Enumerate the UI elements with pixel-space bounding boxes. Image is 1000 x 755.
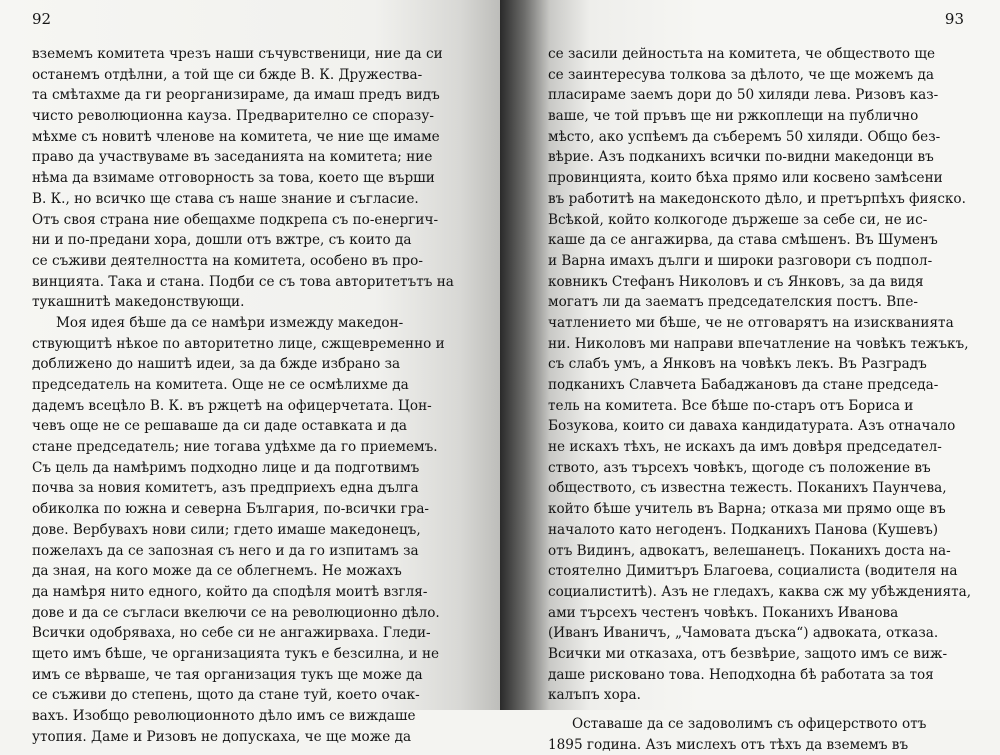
text-line: та смѣтахме да ги реорганизираме, да имаш предъ видъ [32,87,440,104]
text-line: даше рисковано това. Неподходна бѣ работата за тоя [548,666,934,683]
text-line: мѣсто, ако успѣемъ да съберемъ 50 хиляди. Общо без- [548,128,941,145]
text-line: Всѣкой, който колкогоде държеше за себе си, не ис- [548,211,928,228]
text-line: каше да се ангажирва, да става смѣшенъ. Въ Шуменъ [548,232,938,249]
text-line: стоятелно Димитъръ Благоева, социалиста (водителя на [548,563,958,580]
text-line: калъпъ хора. [548,687,641,704]
text-line: тукашнитѣ македонствующи. [32,294,245,311]
left-page [0,0,500,745]
text-line: чатлението ми бѣше, че не отговарятъ на изискванията [548,314,954,331]
text-line: отъ Видинъ, адвокатъ, велешанецъ. Поканихъ доста на- [548,542,951,559]
text-line: ни и по-предани хора, дошли отъ вжтре, съ които да [32,232,412,249]
right-page-text [548,44,978,755]
text-line: вѣрие. Азъ подканихъ всички по-видни македонци въ [548,149,934,166]
right-page-number: 93 [944,10,964,28]
text-line: социалиститѣ). Азъ не гледахъ, каква сж му убѣжденията, [548,583,972,600]
text-line: въ работитѣ на македонското дѣло, и претърпѣхъ фияско. [548,190,966,207]
text-line: дове. Вербувахъ нови сили; гдето имаше македонецъ, [32,521,421,538]
text-line: се съживи до степень, щото да стане туй, което очак- [32,687,420,704]
text-line: Оставаше да се задоволимъ съ офицерството отъ [572,716,927,732]
right-page [500,0,1000,753]
text-line: Бозукова, които си даваха кандидатурата. Азъ отначало [548,418,956,435]
text-line: ствующитѣ нѣкое по авторитетно лице, сжщевременно и [32,335,445,352]
text-line: утопия. Даме и Ризовъ не допускаха, че ще може да [32,728,412,745]
text-line: подканихъ Славчета Бабаджановъ да стане председа- [548,377,939,393]
text-line: (Иванъ Иваничъ, „Чамовата дъска“) адвоката, отказа. [548,625,939,642]
text-line: вземемъ комитета чрезъ наши съчувственици, ние да си [32,46,443,62]
text-line: стане председатель; ние тогава удѣхме да го приемемъ. [32,439,438,456]
text-line: имъ се вѣрваше, че тая организация тукъ ще може да [32,666,423,683]
text-line: ството, азъ търсехъ човѣкъ, щогоде съ положение въ [548,459,931,476]
text-line: и Варна имахъ дълги и широки разговори съ подпол- [548,252,933,269]
text-line: Моя идея бѣше да се намѣри измежду македон- [56,314,404,331]
left-page-text [32,44,457,747]
text-line: ковникъ Стефанъ Николовъ и съ Янковъ, за да видя [548,273,924,290]
text-line: провинцията, които бѣха прямо или косвено замѣсени [548,170,943,187]
left-page-number: 92 [32,10,52,28]
text-line: щето имъ бѣше, че организацията тукъ е безсилна, и не [32,645,440,662]
text-line: се съживи деятелността на комитета, особено въ про- [32,252,423,269]
text-line: тель на комитета. Все бѣше по-старъ отъ Бориса и [548,397,914,414]
text-line: чевъ още не се решаваше да си даде оставката и да [32,418,407,435]
text-line: Всички ми отказаха, отъ безвѣрие, защото имъ се виж- [548,645,948,662]
text-line: не искахъ тѣхъ, не искахъ да имъ довѣря председател- [548,439,942,456]
text-line: обществото, съ известна тежесть. Поканихъ Паунчева, [548,480,947,497]
text-line: право да участвуваме въ заседанията на комитета; ние [32,149,433,166]
text-line: се засили дейностьта на комитета, че обществото ще [548,46,936,62]
text-line: съ слабъ умъ, а Янковъ на човѣкъ лекъ. Въ Разградъ [548,356,927,373]
text-line: пласираме заемъ дори до 50 хиляди лева. Ризовъ каз- [548,87,939,104]
text-line: да зная, на кого може да се облегнемъ. Не можахъ [32,563,402,580]
text-line: нѣма да взимаме отговорность за това, което ще върши [32,170,435,187]
text-line: ваше, че той пръвъ ще ни ржкоплещи на публично [548,108,919,125]
text-line: чисто революционна кауза. Предварително се споразу- [32,108,434,125]
text-line: Отъ своя страна ние обещахме подкрепа съ по-енергич- [32,211,439,228]
text-line: се заинтересува толкова за дѣлото, че ще можемъ да [548,66,934,83]
text-line: вахъ. Изобщо революционното дѣло имъ се виждаше [32,708,416,724]
text-line: ни. Николовъ ми направи впечатление на човѣкъ тежъкъ, [548,335,969,352]
text-line: почва за новия комитетъ, азъ предприехъ една дълга [32,480,419,497]
text-line: Съ цель да намѣримъ подходно лице и да подготвимъ [32,459,420,476]
text-line: обиколка по южна и северна България, по-всички гра- [32,501,430,518]
text-line: 1895 година. Азъ мислехъ отъ тѣхъ да вземемъ въ [548,736,909,753]
text-line: Всички одобряваха, но себе си не ангажирваха. Гледи- [32,625,431,642]
text-line: В. К., но всичко ще става съ наше знание и съгласие. [32,190,419,207]
text-line: пожелахъ да се запозная съ него и да го изпитамъ за [32,542,419,559]
text-line: дове и да се съгласи вкелючи се на революционно дѣло. [32,604,440,621]
text-line: който бѣше учитель въ Варна; отказа ми прямо още въ [548,501,946,518]
text-line: дадемъ всецѣло В. К. въ ржцетѣ на офицерчетата. Цон- [32,397,432,414]
text-line: ами търсехъ честенъ човѣкъ. Поканихъ Иванова [548,604,899,621]
text-line: мѣхме съ новитѣ членове на комитета, че ние ще имаме [32,128,440,145]
text-line: могатъ ли да заематъ председателския постъ. Впе- [548,294,918,311]
text-line: останемъ отдѣлни, а той ще си бжде В. К. Дружества- [32,66,423,83]
text-line: да намѣря нито едного, който да сподѣля моитѣ взгля- [32,583,428,600]
text-line: доближено до нашитѣ идеи, за да бжде избрано за [32,356,401,373]
text-line: началото като негоденъ. Подканихъ Панова (Кушевъ) [548,521,939,538]
text-line: винцията. Така и стана. Подби се съ това авторитетътъ на [32,273,454,290]
text-line: председатель на комитета. Още не се осмѣлихме да [32,377,409,393]
